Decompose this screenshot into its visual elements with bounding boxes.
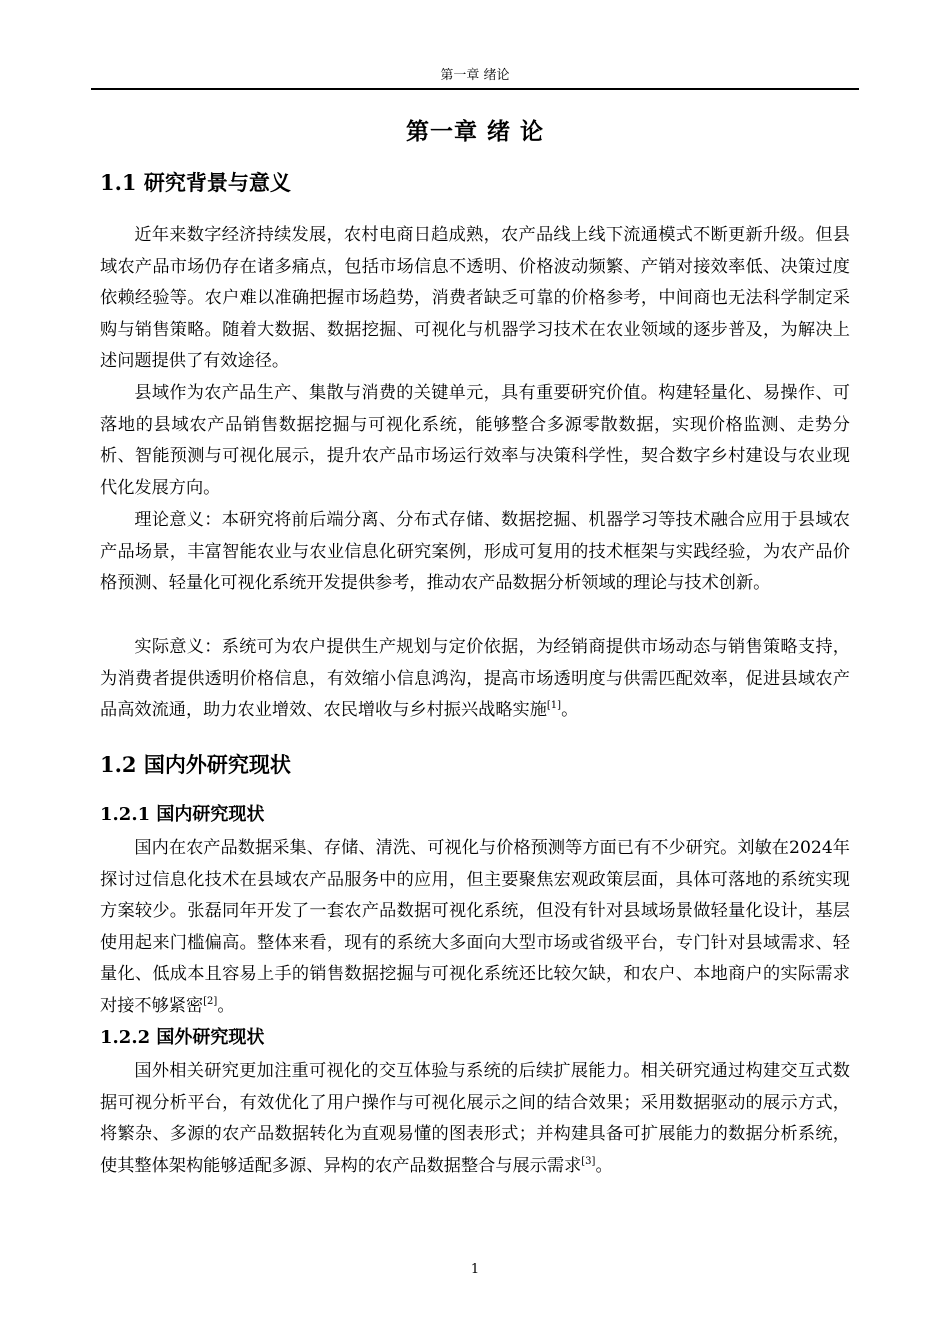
paragraph-practical-significance [100, 632, 850, 727]
page-number: 1 [470, 1262, 480, 1277]
subsection-heading-1-2-1: 1.2.1 国内研究现状 [100, 804, 265, 825]
paragraph-text: 国外相关研究更加注重可视化的交互体验与系统的后续扩展能力。相关研究通过构建交互式数据可视分析平台，有效优化了用户操作与可视化展示之间的结合效果；采用数据驱动的展示方式，将繁杂、多源的农产品数据转化为直观易懂的图表形式；并构建具备可扩展能力的数据分析系统，使其整体架构能够适配多源、异构的农产品数据整合与展示需求 [100, 1061, 850, 1176]
paragraph-text: 实际意义：系统可为农户提供生产规划与定价依据，为经销商提供市场动态与销售策略支持，为消费者提供透明价格信息，有效缩小信息鸿沟，提高市场透明度与供需匹配效率，促进县域农产品高效流通，助力农业增效、农民增收与乡村振兴战略实施 [100, 637, 850, 720]
citation-2: [2] [203, 995, 218, 1007]
section-heading-1-1: 1.1 研究背景与意义 [100, 170, 291, 195]
paragraph-end: 。 [595, 1155, 613, 1176]
paragraph-background: 近年来数字经济持续发展，农村电商日趋成熟，农产品线上线下流通模式不断更新升级。但县域农产品市场仍存在诸多痛点，包括市场信息不透明、价格波动频繁、产销对接效率低、决策过度依赖经验等。农户难以准确把握市场趋势，消费者缺乏可靠的价格参考，中间商也无法科学制定采购与销售策略。随着大数据、数据挖掘、可视化与机器学习技术在农业领域的逐步普及，为解决上述问题提供了有效途径。 [100, 225, 850, 371]
paragraph-end: 。 [217, 995, 235, 1016]
citation-1: [1] [546, 700, 562, 711]
section-heading-1-2: 1.2 国内外研究现状 [100, 752, 291, 777]
paragraph-county-value: 县域作为农产品生产、集散与消费的关键单元，具有重要研究价值。构建轻量化、易操作、可落地的县域农产品销售数据挖掘与可视化系统，能够整合多源零散数据，实现价格监测、走势分析、智能预测与可视化展示，提升农产品市场运行效率与决策科学性，契合数字乡村建设与农业现代化发展方向。 [100, 383, 850, 498]
chapter-title: 第一章 绪 论 [405, 118, 544, 145]
paragraph-text: 国内在农产品数据采集、存储、清洗、可视化与价格预测等方面已有不少研究。刘敏在2024年探讨过信息化技术在县域农产品服务中的应用，但主要聚焦宏观政策层面，具体可落地的系统实现方案较少。张磊同年开发了一套农产品数据可视化系统，但没有针对县域场景做轻量化设计，基层使用起来门槛偏高。整体来看，现有的系统大多面向大型市场或省级平台，专门针对县域需求、轻量化、低成本且容易上手的销售数据挖掘与可视化系统还比较欠缺，和农户、本地商户的实际需求对接不够紧密 [100, 838, 850, 1016]
paragraph-theoretical-significance: 理论意义：本研究将前后端分离、分布式存储、数据挖掘、机器学习等技术融合应用于县域农产品场景，丰富智能农业与农业信息化研究案例，形成可复用的技术框架与实践经验，为农产品价格预测、轻量化可视化系统开发提供参考，推动农产品数据分析领域的理论与技术创新。 [100, 510, 850, 593]
paragraph-domestic-research [100, 833, 850, 1022]
paragraph-end: 。 [561, 700, 579, 720]
header-rule [91, 88, 859, 90]
citation-3: [3] [581, 1155, 596, 1167]
paragraph-foreign-research [100, 1056, 850, 1182]
subsection-heading-1-2-2: 1.2.2 国外研究现状 [100, 1027, 265, 1048]
running-header: 第一章 绪论 [440, 68, 510, 83]
